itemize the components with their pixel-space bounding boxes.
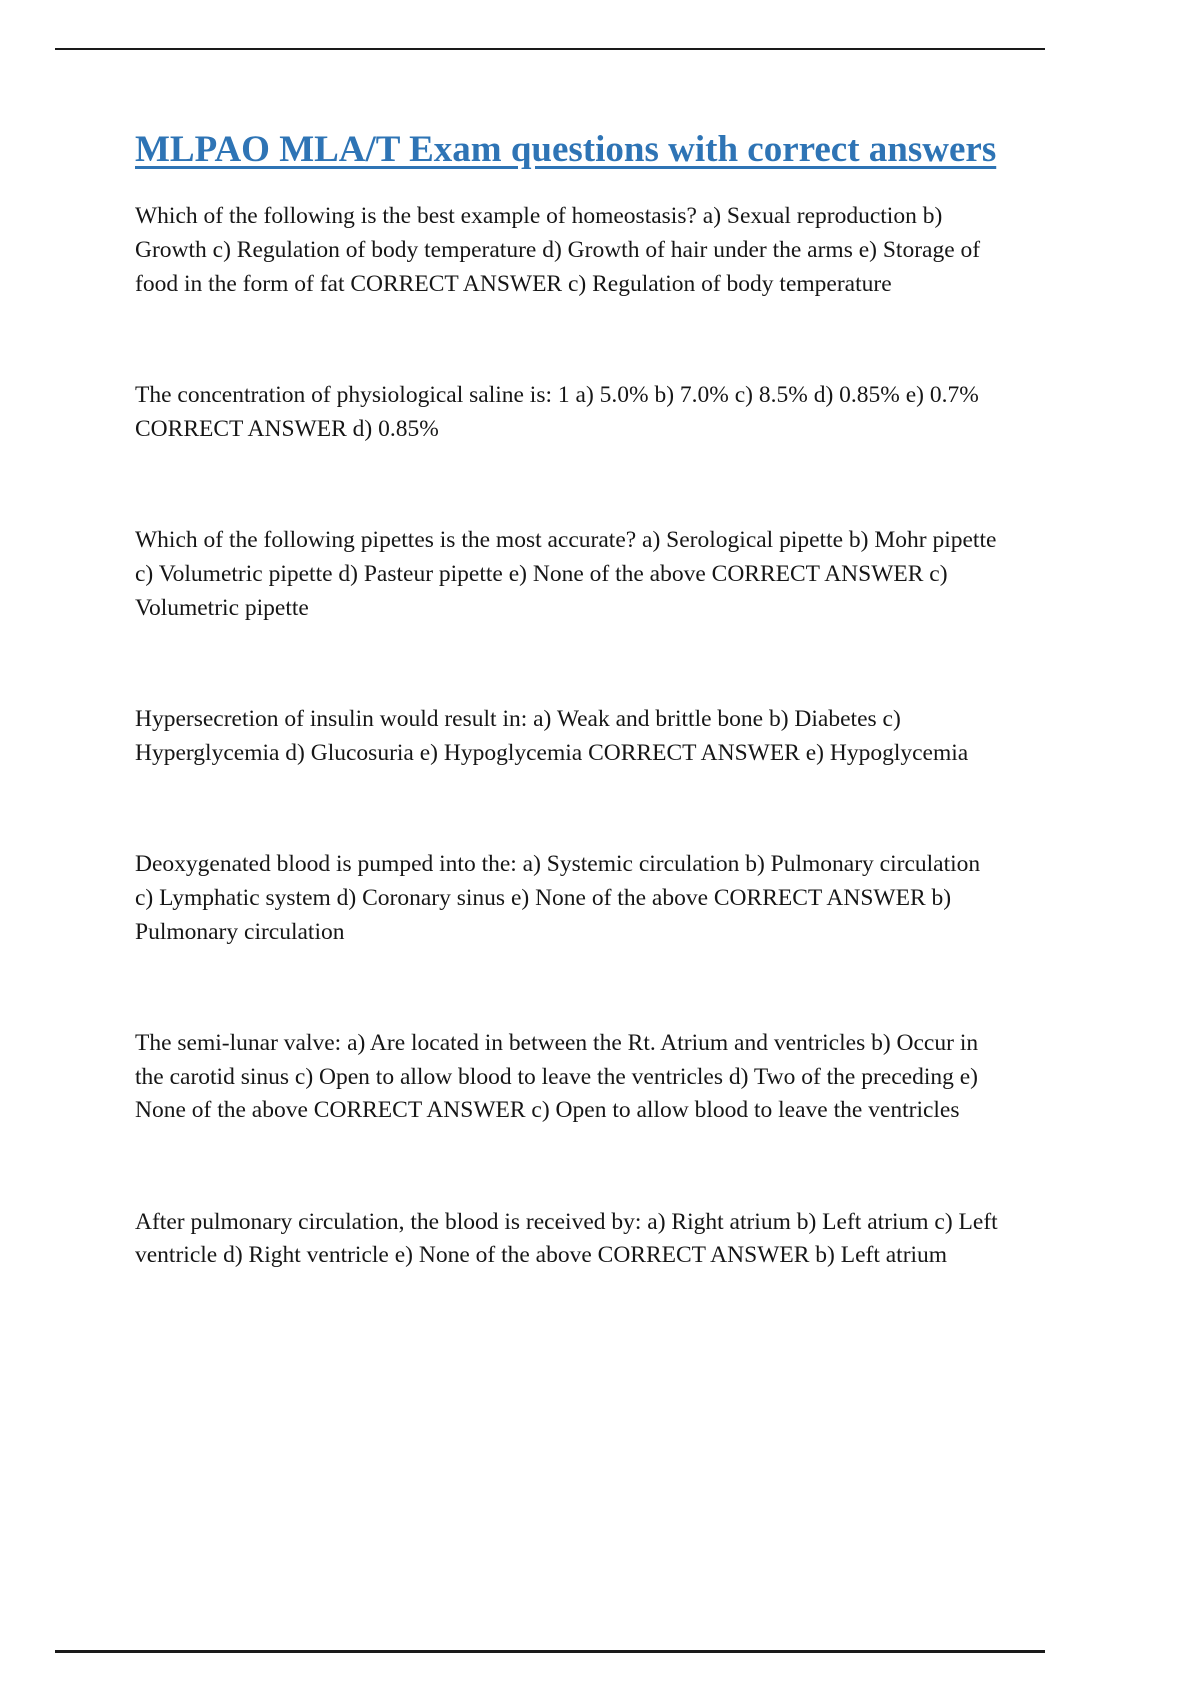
question-paragraph: Deoxygenated blood is pumped into the: a) Systemic circulation b) Pulmonary circulation c) Lymphatic system d) Coronary sinus e) None of the above CORRECT ANSWER b) Pulmonary circulation (135, 851, 981, 945)
question-paragraph: The semi-lunar valve: a) Are located in between the Rt. Atrium and ventricles b) Occur in the carotid sinus c) Open to allow blood to leave the ventricles d) Two of the preceding e) None of the above CORRECT ANSWER c) Open to allow blood to leave the ventricles (135, 1030, 979, 1124)
page-title[interactable]: MLPAO MLA/T Exam questions with correct answers (135, 129, 997, 170)
question-paragraph: The concentration of physiological saline is: 1 a) 5.0% b) 7.0% c) 8.5% d) 0.85% e) 0.7% CORRECT ANSWER d) 0.85% (135, 382, 979, 442)
question-paragraph: After pulmonary circulation, the blood is received by: a) Right atrium b) Left atrium c) Left ventricle d) Right ventricle e) None of the above CORRECT ANSWER b) Left atrium (135, 1208, 998, 1269)
questions-list (135, 200, 1003, 1273)
bottom-rule-divider (55, 1650, 1045, 1653)
question-paragraph: Which of the following is the best example of homeostasis? a) Sexual reproduction b) Growth c) Regulation of body temperature d) Growth of hair under the arms e) Storage of food in the form of fat CORRECT ANSWER c) Regulation of body temperature (135, 203, 981, 297)
top-rule-divider (55, 48, 1045, 50)
question-paragraph: Which of the following pipettes is the most accurate? a) Serological pipette b) Mohr pipette c) Volumetric pipette d) Pasteur pipette e) None of the above CORRECT ANSWER c) Volumetric pipette (135, 527, 997, 621)
question-paragraph: Hypersecretion of insulin would result in: a) Weak and brittle bone b) Diabetes c) Hyperglycemia d) Glucosuria e) Hypoglycemia CORRECT ANSWER e) Hypoglycemia (135, 706, 969, 766)
page-content (135, 128, 1003, 1351)
